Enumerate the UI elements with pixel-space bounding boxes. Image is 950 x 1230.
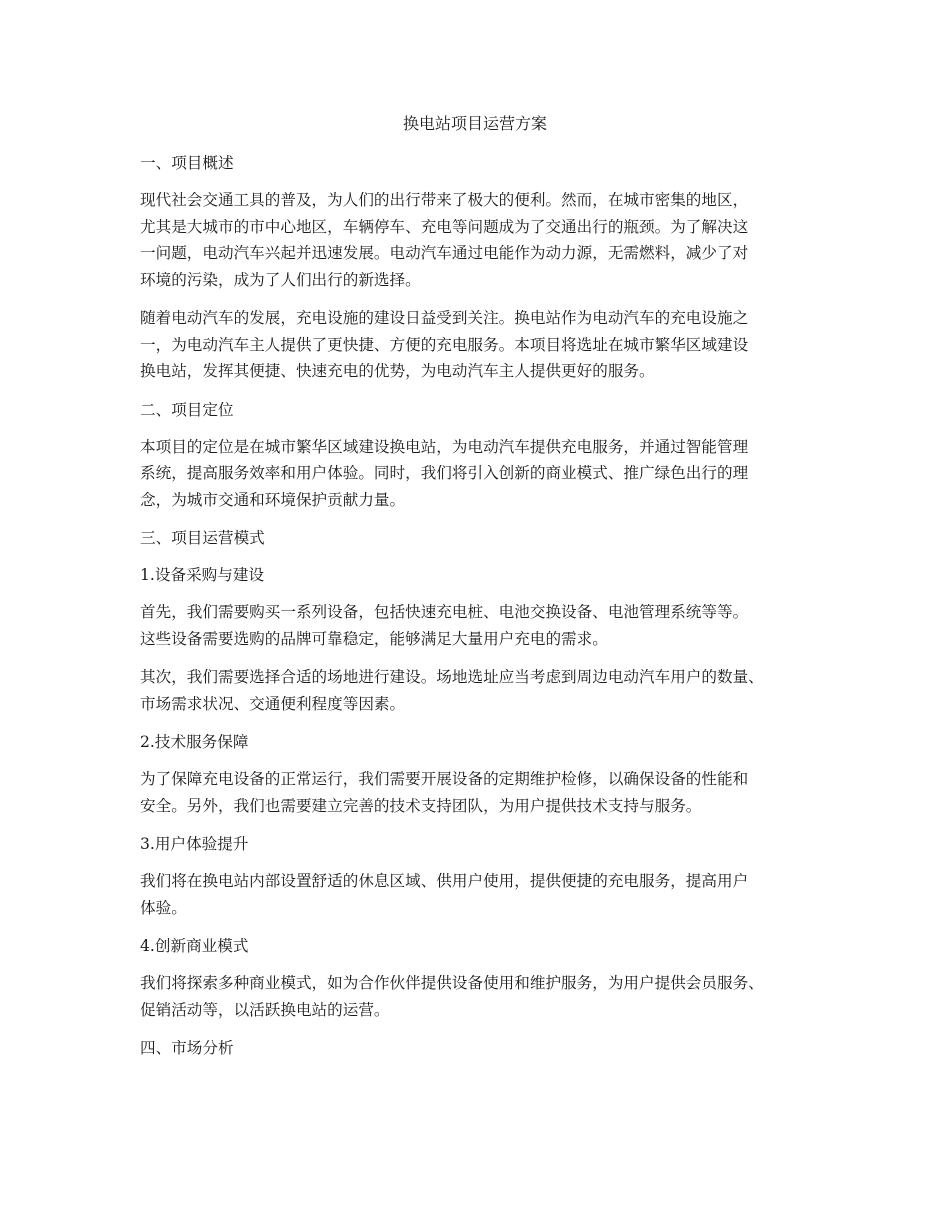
paragraph bbox=[140, 868, 812, 921]
paragraph-line: 首先，我们需要购买一系列设备，包括快速充电桩、电池交换设备、电池管理系统等等。 bbox=[140, 603, 749, 621]
paragraph-line: 体验。 bbox=[140, 898, 187, 917]
paragraph bbox=[140, 970, 812, 1023]
paragraph bbox=[140, 766, 812, 819]
paragraph-line: 安全。另外，我们也需要建立完善的技术支持团队，为用户提供技术支持与服务。 bbox=[140, 796, 702, 815]
paragraph-line: 尤其是大城市的市中心地区，车辆停车、充电等问题成为了交通出行的瓶颈。为了解决这 bbox=[140, 217, 749, 236]
section-heading: 四、市场分析 bbox=[140, 1039, 234, 1057]
section-heading: 1.设备采购与建设 bbox=[140, 566, 265, 584]
paragraph bbox=[140, 305, 812, 385]
section-heading: 一、项目概述 bbox=[140, 154, 234, 172]
paragraph-line: 我们将探索多种商业模式，如为合作伙伴提供设备使用和维护服务，为用户提供会员服务、 bbox=[140, 974, 764, 992]
section-heading: 三、项目运营模式 bbox=[140, 529, 265, 547]
paragraph bbox=[140, 599, 812, 652]
document-title: 换电站项目运营方案 bbox=[402, 114, 547, 133]
paragraph-line: 换电站，发挥其便捷、快速充电的优势，为电动汽车主人提供更好的服务。 bbox=[140, 362, 655, 380]
section-heading: 4.创新商业模式 bbox=[140, 937, 249, 955]
paragraph-line: 环境的污染，成为了人们出行的新选择。 bbox=[140, 270, 421, 289]
section-heading: 二、项目定位 bbox=[140, 400, 234, 419]
paragraph-line: 念，为城市交通和环境保护贡献力量。 bbox=[140, 490, 406, 509]
paragraph-line: 一问题，电动汽车兴起并迅速发展。电动汽车通过电能作为动力源，无需燃料，减少了对 bbox=[140, 244, 749, 262]
paragraph bbox=[140, 664, 812, 717]
paragraph bbox=[140, 187, 812, 293]
paragraph-line: 为了保障充电设备的正常运行，我们需要开展设备的定期维护检修，以确保设备的性能和 bbox=[140, 770, 749, 788]
paragraph-line: 市场需求状况、交通便利程度等因素。 bbox=[140, 694, 406, 713]
paragraph-line: 其次，我们需要选择合适的场地进行建设。场地选址应当考虑到周边电动汽车用户的数量、 bbox=[140, 668, 764, 686]
document-body bbox=[140, 150, 812, 1072]
section-heading: 2.技术服务保障 bbox=[140, 733, 249, 751]
paragraph-line: 现代社会交通工具的普及，为人们的出行带来了极大的便利。然而，在城市密集的地区， bbox=[140, 191, 749, 209]
paragraph bbox=[140, 434, 812, 514]
paragraph-line: 促销活动等，以活跃换电站的运营。 bbox=[140, 1000, 390, 1019]
section-heading: 3.用户体验提升 bbox=[140, 835, 249, 853]
paragraph-line: 随着电动汽车的发展，充电设施的建设日益受到关注。换电站作为电动汽车的充电设施之 bbox=[140, 309, 749, 327]
paragraph-line: 这些设备需要选购的品牌可靠稳定，能够满足大量用户充电的需求。 bbox=[140, 629, 608, 648]
paragraph-line: 系统，提高服务效率和用户体验。同时，我们将引入创新的商业模式、推广绿色出行的理 bbox=[140, 464, 749, 482]
paragraph-line: 一，为电动汽车主人提供了更快捷、方便的充电服务。本项目将选址在城市繁华区域建设 bbox=[140, 335, 749, 354]
paragraph-line: 本项目的定位是在城市繁华区域建设换电站，为电动汽车提供充电服务，并通过智能管理 bbox=[140, 437, 749, 456]
paragraph-line: 我们将在换电站内部设置舒适的休息区域、供用户使用，提供便捷的充电服务，提高用户 bbox=[140, 872, 749, 890]
